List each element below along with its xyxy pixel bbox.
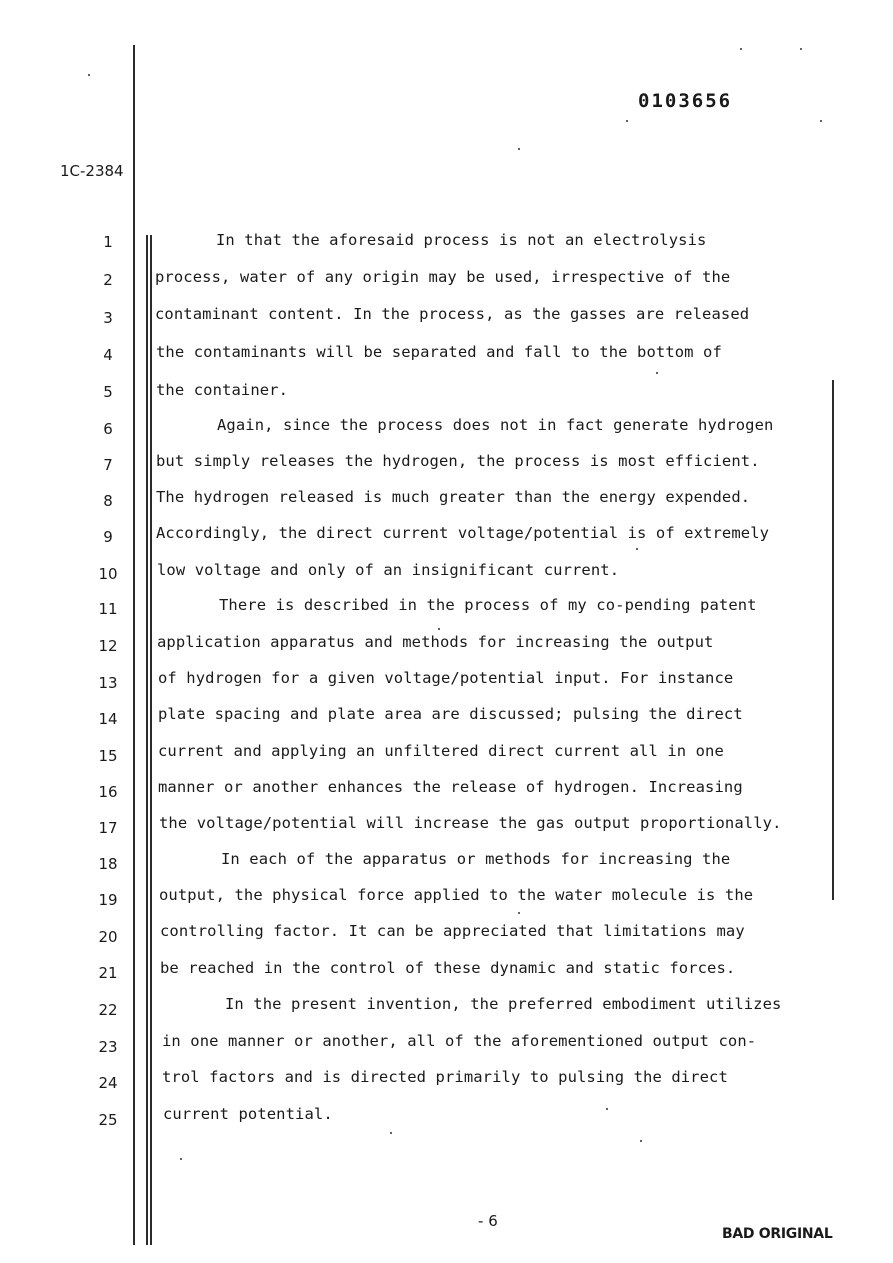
text-line: There is described in the process of my co-pending patent (219, 596, 757, 614)
scan-speck (800, 48, 802, 50)
line-number: 17 (98, 819, 118, 837)
text-line: trol factors and is directed primarily to pulsing the direct (162, 1068, 728, 1086)
text-line: manner or another enhances the release of hydrogen. Increasing (158, 778, 743, 796)
line-number: 16 (98, 783, 118, 801)
text-line: process, water of any origin may be used, irrespective of the (155, 268, 731, 286)
line-number: 25 (98, 1111, 118, 1129)
line-number: 18 (98, 855, 118, 873)
line-number-rule (146, 235, 148, 1245)
text-line: Again, since the process does not in fact generate hydrogen (217, 416, 774, 434)
text-line: The hydrogen released is much greater than the energy expended. (156, 488, 751, 506)
text-line: low voltage and only of an insignificant current. (157, 561, 620, 579)
text-line: current potential. (163, 1105, 333, 1123)
line-number: 7 (103, 456, 113, 474)
text-line: be reached in the control of these dynamic and static forces. (160, 959, 736, 977)
text-line: Accordingly, the direct current voltage/potential is of extremely (156, 524, 770, 542)
text-line: application apparatus and methods for increasing the output (157, 633, 714, 651)
text-line: current and applying an unfiltered direct current all in one (158, 742, 724, 760)
scan-speck (180, 1158, 182, 1160)
line-number: 23 (98, 1038, 118, 1056)
line-number: 8 (103, 492, 113, 510)
text-line: contaminant content. In the process, as the gasses are released (155, 305, 750, 323)
line-number: 6 (103, 420, 113, 438)
text-line: plate spacing and plate area are discussed; pulsing the direct (158, 705, 743, 723)
line-number: 1 (103, 233, 113, 251)
text-line: the contaminants will be separated and fall to the bottom of (156, 343, 722, 361)
line-number: 14 (98, 710, 118, 728)
scan-speck (626, 120, 628, 122)
line-number: 11 (98, 600, 118, 618)
line-number: 24 (98, 1074, 118, 1092)
text-line: In each of the apparatus or methods for increasing the (221, 850, 731, 868)
line-number: 5 (103, 383, 113, 401)
scan-speck (438, 628, 440, 630)
document-number: 0103656 (638, 90, 733, 112)
scan-speck (88, 74, 90, 76)
line-number: 13 (98, 674, 118, 692)
scan-speck (518, 912, 520, 914)
text-line: the voltage/potential will increase the gas output proportionally. (159, 814, 782, 832)
text-line: output, the physical force applied to the water molecule is the (159, 886, 754, 904)
line-number: 15 (98, 747, 118, 765)
line-number: 3 (103, 309, 113, 327)
bad-original-stamp: BAD ORIGINAL (722, 1226, 833, 1242)
scan-speck (640, 1140, 642, 1142)
text-line: In that the aforesaid process is not an electrolysis (216, 231, 707, 249)
line-number: 4 (103, 346, 113, 364)
text-line: in one manner or another, all of the aforementioned output con- (162, 1032, 757, 1050)
scan-speck (656, 372, 658, 374)
text-line: the container. (156, 381, 289, 399)
line-number: 20 (98, 928, 118, 946)
scan-speck (518, 148, 520, 150)
page-number: - 6 (478, 1212, 498, 1230)
line-number: 12 (98, 637, 118, 655)
line-number: 22 (98, 1001, 118, 1019)
line-number: 2 (103, 271, 113, 289)
scan-speck (390, 1132, 392, 1134)
line-number: 9 (103, 528, 113, 546)
line-number: 21 (98, 964, 118, 982)
left-margin-rule (133, 45, 135, 1245)
text-line: controlling factor. It can be appreciated that limitations may (160, 922, 745, 940)
text-line: but simply releases the hydrogen, the process is most efficient. (156, 452, 760, 470)
scan-speck (820, 120, 822, 122)
line-number: 19 (98, 891, 118, 909)
text-line: In the present invention, the preferred embodiment utilizes (225, 995, 782, 1013)
line-number: 10 (98, 565, 118, 583)
right-margin-rule (832, 380, 834, 900)
scan-speck (740, 48, 742, 50)
line-number-rule-inner (150, 235, 152, 1245)
scan-speck (636, 548, 638, 550)
case-id: 1C-2384 (60, 162, 124, 180)
text-line: of hydrogen for a given voltage/potential input. For instance (158, 669, 734, 687)
scan-speck (606, 1108, 608, 1110)
